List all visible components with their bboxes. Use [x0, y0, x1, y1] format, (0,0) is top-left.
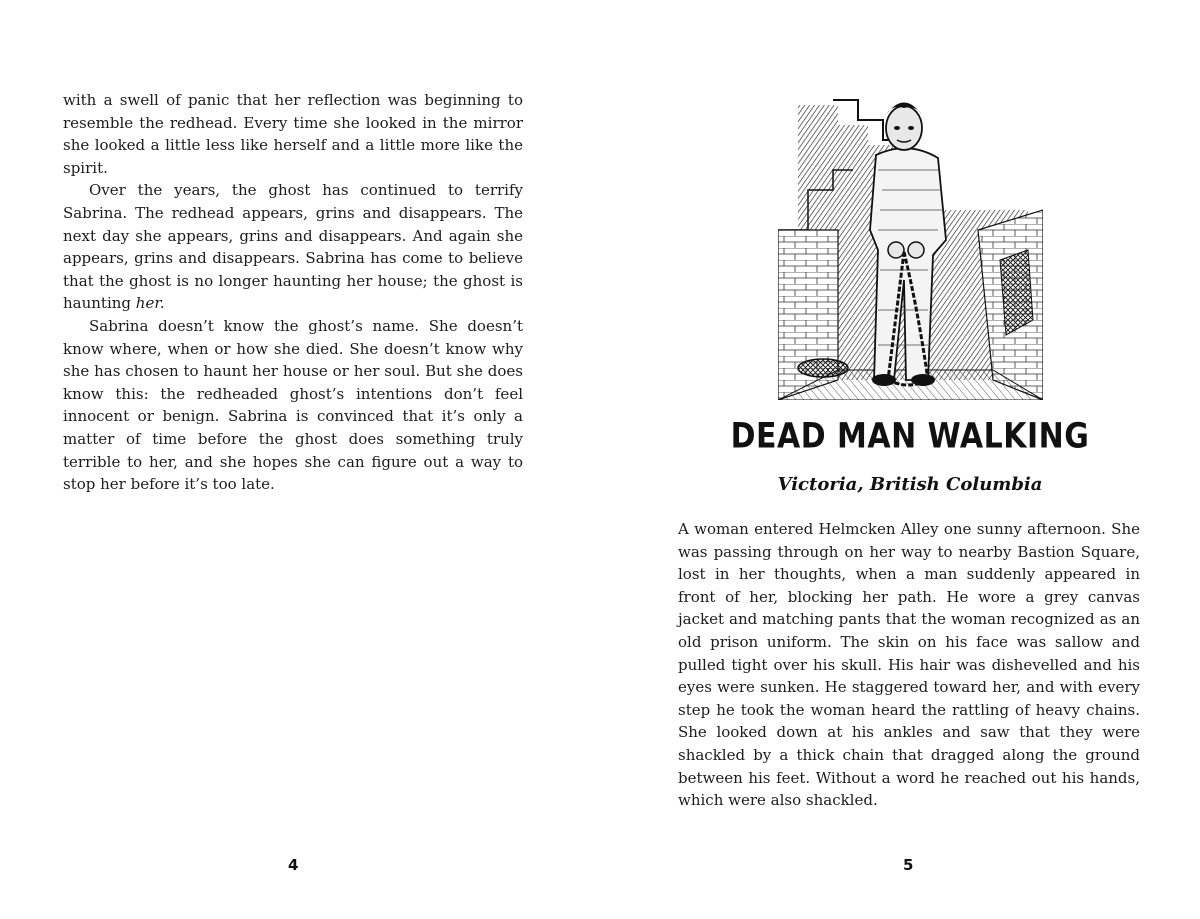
left-page-body [63, 89, 523, 496]
page-number-left: 4 [288, 856, 299, 874]
page-number-right: 5 [903, 856, 914, 874]
left-paragraph-2-emphasis: her. [135, 294, 165, 313]
left-paragraph-2-text: Over the years, the ghost has continued to terrify Sabrina. The redhead appears, grins and disappears. The next day she appears, grins and disappears. And again she appears, grins and disappears. Sabrina has come to believe that the ghost is no longer haunting her house; the ghost is haunting [63, 181, 523, 313]
illustration-drawing [778, 80, 1043, 400]
right-paragraph-1: A woman entered Helmcken Alley one sunny afternoon. She was passing through on her way to nearby Bastion Square, lost in her thoughts, when a man suddenly appeared in front of her, blocking her path. He wore a grey canvas jacket and matching pants that the woman recognized as an old prison uniform. The skin on his face was sallow and pulled tight over his skull. His hair was dishevelled and his eyes were sunken. He staggered toward her, and with every step he took the woman heard the rattling of heavy chains. She looked down at his ankles and saw that they were shackled by a thick chain that dragged along the ground between his feet. Without a word he reached out his hands, which were also shackled. [678, 520, 1140, 810]
left-paragraph-3: Sabrina doesn’t know the ghost’s name. She doesn’t know where, when or how she died. She doesn’t know why she has chosen to haunt her house or her soul. But she does know this: the redheaded ghost’s intentions don’t feel innocent or benign. Sabrina is convinced that it’s only a matter of time before the ghost does something truly terrible to her, and she hopes she can figure out a way to stop her before it’s too late. [63, 316, 523, 494]
prisoner-in-chains-illustration [778, 80, 1043, 400]
story-location: Victoria, British Columbia [777, 474, 1043, 495]
left-paragraph-2 [63, 179, 523, 315]
story-title: DEAD MAN WALKING [730, 416, 1090, 457]
right-page [600, 0, 1200, 919]
left-paragraph-1: with a swell of panic that her reflection was beginning to resemble the redhead. Every time she looked in the mirror she looked a little less like herself and a little more like the spirit. [63, 91, 523, 177]
right-page-body [678, 518, 1140, 812]
